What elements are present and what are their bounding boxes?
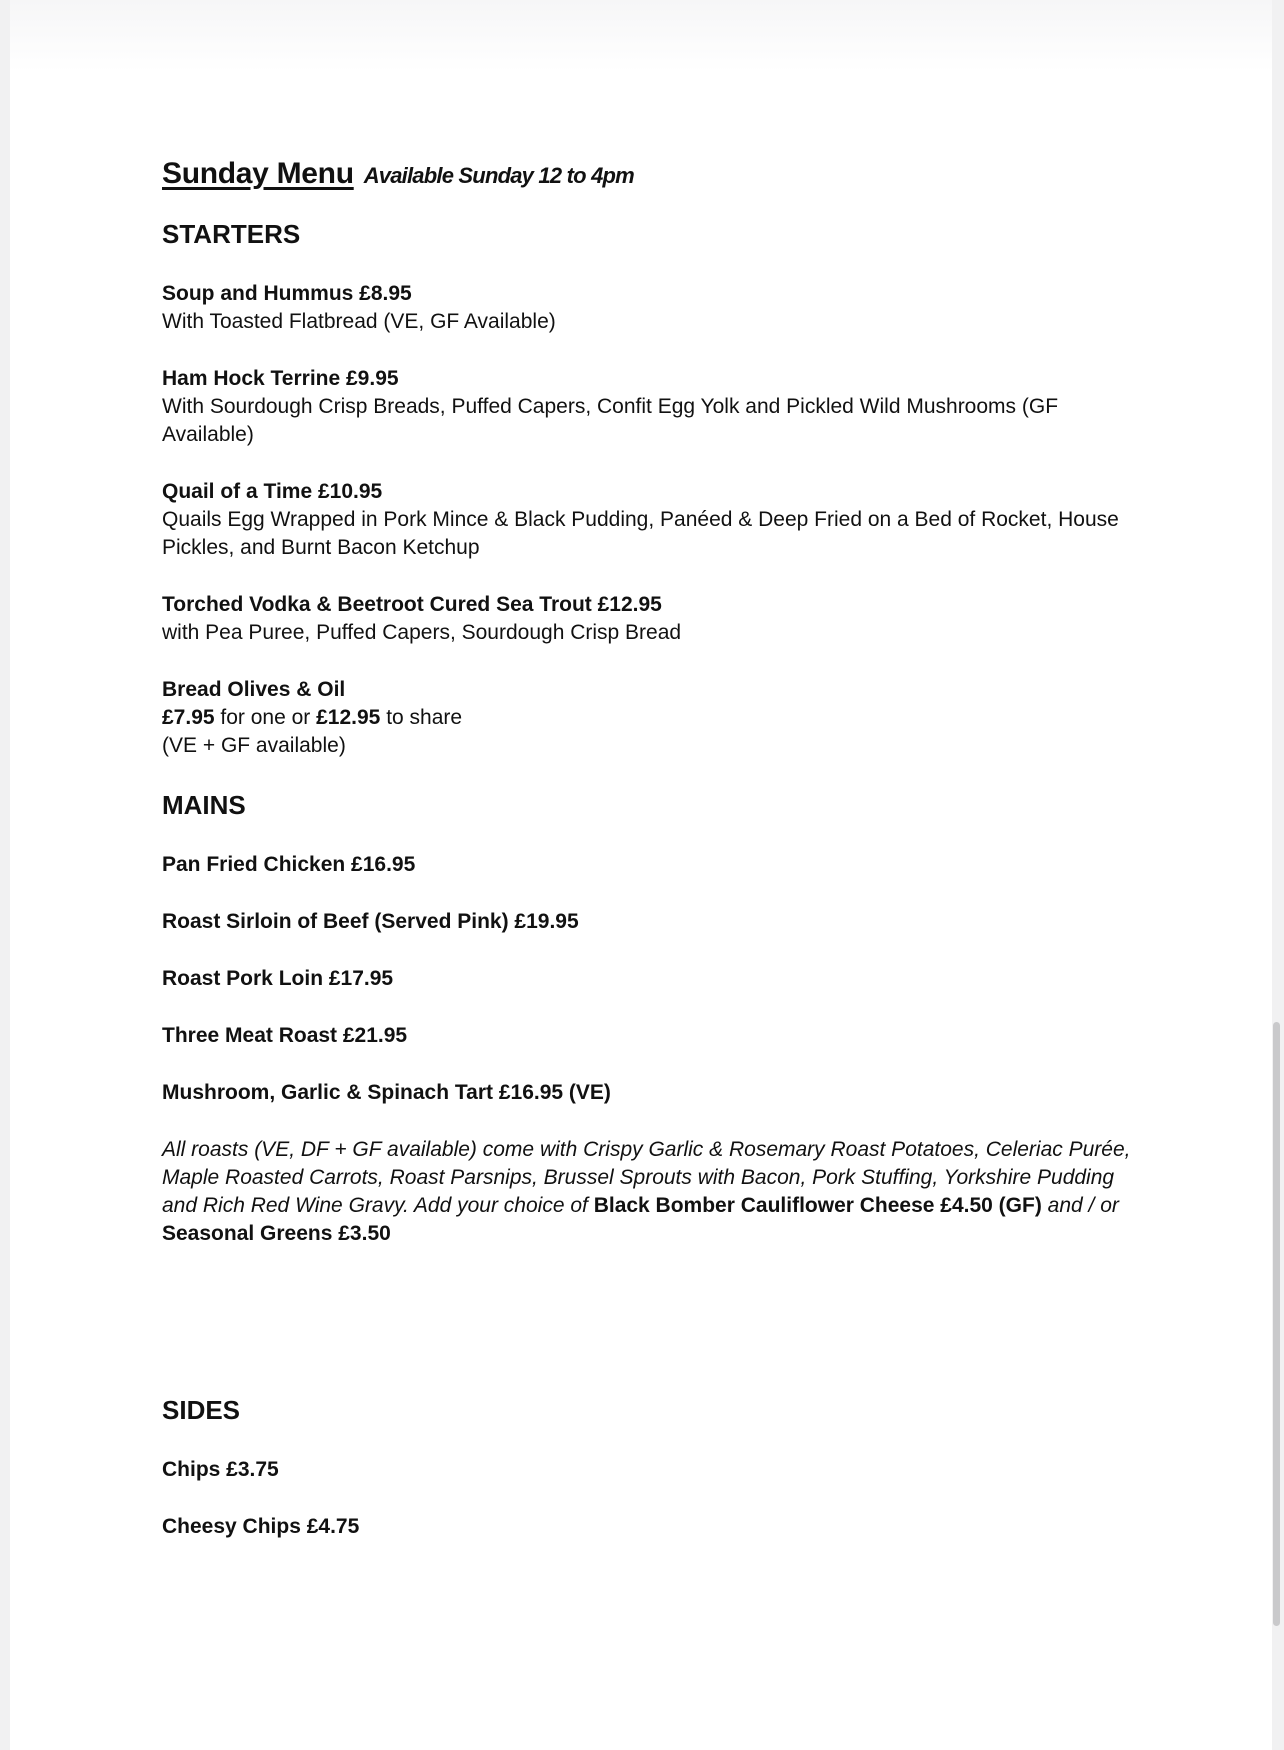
item-name: Three Meat Roast £21.95 bbox=[162, 1024, 408, 1047]
menu-item bbox=[162, 851, 1142, 879]
item-name: Roast Pork Loin £17.95 bbox=[162, 967, 394, 990]
item-name: Cheesy Chips £4.75 bbox=[162, 1515, 360, 1538]
page-top-band bbox=[10, 0, 1272, 72]
item-name: Chips £3.75 bbox=[162, 1458, 279, 1481]
scrollbar-thumb[interactable] bbox=[1273, 1022, 1280, 1626]
item-name: Pan Fried Chicken £16.95 bbox=[162, 853, 416, 876]
addon-cauliflower-cheese: Black Bomber Cauliflower Cheese £4.50 (GF) bbox=[593, 1194, 1042, 1217]
availability-text: Available Sunday 12 to 4pm bbox=[363, 163, 634, 188]
roasts-note-intro: All roasts (VE, DF + GF available) come with Crispy Garlic & Rosemary Roast Potatoes, Celeriac Purée, Maple Roasted Carrots, Roast Parsnips, Brussel Sprouts with Bacon, Pork Stuffing, Yorkshire Pudding and Rich Red Wine Gravy. Add your choice of bbox=[162, 1138, 1131, 1217]
menu-item bbox=[162, 365, 1142, 449]
item-description: with Pea Puree, Puffed Capers, Sourdough Crisp Bread bbox=[162, 621, 682, 644]
menu-item bbox=[162, 965, 1142, 993]
item-name: Soup and Hummus £8.95 bbox=[162, 282, 412, 305]
sides-heading: SIDES bbox=[162, 1395, 241, 1425]
roasts-note-connector: and / or bbox=[1041, 1194, 1119, 1217]
item-name: Roast Sirloin of Beef (Served Pink) £19.95 bbox=[162, 910, 579, 933]
menu-item bbox=[162, 908, 1142, 936]
item-description: With Sourdough Crisp Breads, Puffed Capers, Confit Egg Yolk and Pickled Wild Mushrooms (GF Available) bbox=[162, 395, 1059, 446]
item-name: Torched Vodka & Beetroot Cured Sea Trout £12.95 bbox=[162, 593, 662, 616]
menu-item bbox=[162, 1079, 1142, 1107]
menu-item bbox=[162, 591, 1142, 647]
menu-item bbox=[162, 478, 1142, 562]
menu-item bbox=[162, 1513, 1142, 1541]
item-name: Bread Olives & Oil bbox=[162, 678, 346, 701]
mains-heading: MAINS bbox=[162, 790, 246, 820]
menu-item bbox=[162, 280, 1142, 336]
item-description: With Toasted Flatbread (VE, GF Available) bbox=[162, 310, 556, 333]
addon-seasonal-greens: Seasonal Greens £3.50 bbox=[162, 1222, 391, 1245]
price-one: £7.95 bbox=[162, 706, 215, 729]
price-share: £12.95 bbox=[316, 706, 381, 729]
item-name: Ham Hock Terrine £9.95 bbox=[162, 367, 399, 390]
menu-item bbox=[162, 1022, 1142, 1050]
to-share-text: to share bbox=[380, 706, 463, 729]
menu-page bbox=[10, 0, 1272, 1750]
item-description: Quails Egg Wrapped in Pork Mince & Black Pudding, Panéed & Deep Fried on a Bed of Rocket, House Pickles, and Burnt Bacon Ketchup bbox=[162, 508, 1119, 559]
item-name: Quail of a Time £10.95 bbox=[162, 480, 383, 503]
roasts-note bbox=[162, 1136, 1142, 1248]
menu-content bbox=[162, 157, 1142, 1570]
bread-dietary-note: (VE + GF available) bbox=[162, 734, 346, 757]
starters-heading: STARTERS bbox=[162, 219, 301, 249]
vertical-scrollbar[interactable] bbox=[1270, 0, 1284, 1750]
bread-pricing bbox=[162, 704, 1142, 732]
menu-header bbox=[162, 157, 1142, 190]
page-title: Sunday Menu bbox=[162, 157, 354, 190]
item-name: Mushroom, Garlic & Spinach Tart £16.95 (VE) bbox=[162, 1081, 611, 1104]
bread-item bbox=[162, 676, 1142, 760]
for-one-text: for one or bbox=[214, 706, 317, 729]
menu-item bbox=[162, 1456, 1142, 1484]
